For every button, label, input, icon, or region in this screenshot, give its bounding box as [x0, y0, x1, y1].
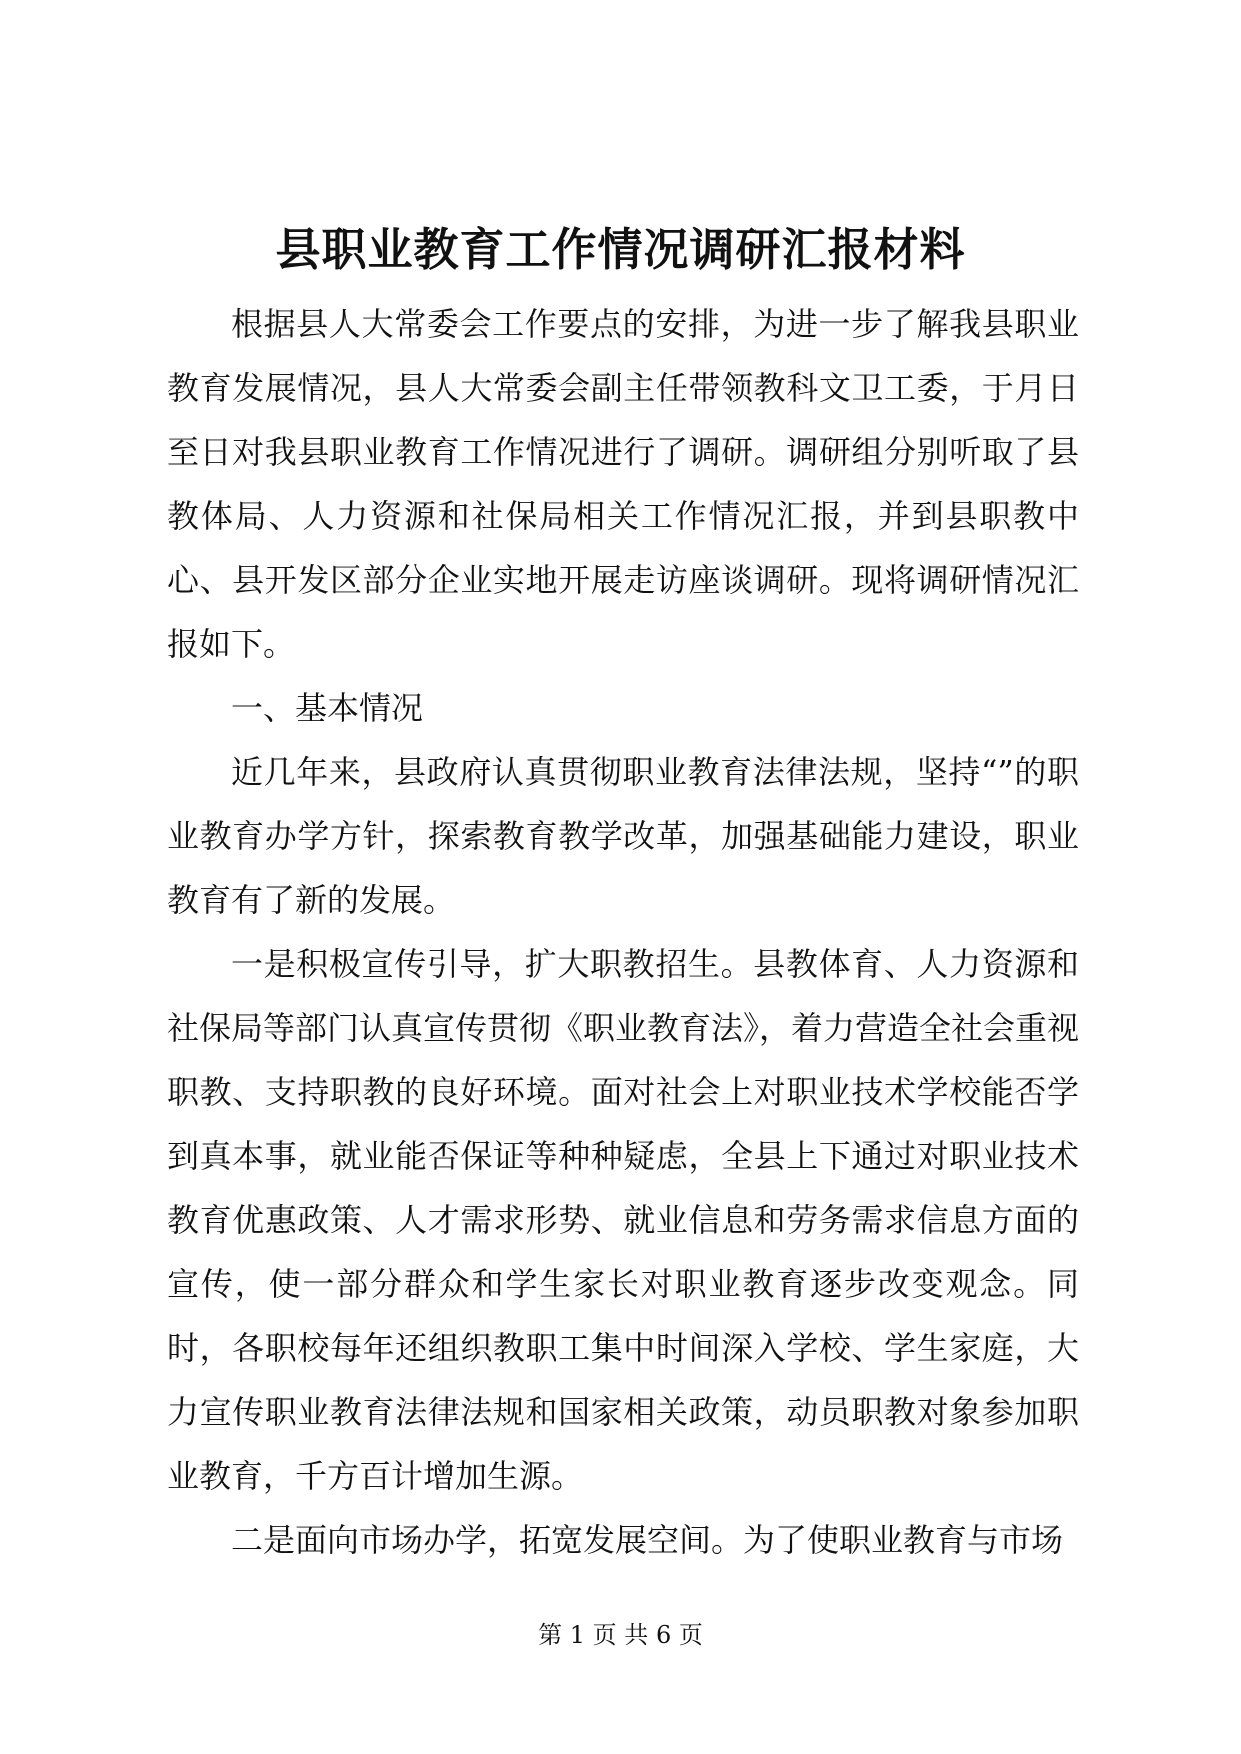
document-body	[167, 292, 1079, 1572]
paragraph-point-two: 二是面向市场办学，拓宽发展空间。为了使职业教育与市场	[231, 1521, 1064, 1559]
paragraph-point-one: 一是积极宣传引导，扩大职教招生。县教体育、人力资源和社保局等部门认真宣传贯彻《职业教育法》，着力营造全社会重视职教、支持职教的良好环境。面对社会上对职业技术学校能否学到真本事，就业能否保证等种种疑虑，全县上下通过对职业技术教育优惠政策、人才需求形势、就业信息和劳务需求信息方面的宣传，使一部分群众和学生家长对职业教育逐步改变观念。同时，各职校每年还组织教职工集中时间深入学校、学生家庭，大力宣传职业教育法律法规和国家相关政策，动员职教对象参加职业教育，千方百计增加生源。	[167, 945, 1080, 1495]
paragraph-intro: 根据县人大常委会工作要点的安排，为进一步了解我县职业教育发展情况，县人大常委会副主任带领教科文卫工委，于月日至日对我县职业教育工作情况进行了调研。调研组分别听取了县教体局、人力资源和社保局相关工作情况汇报，并到县职教中心、县开发区部分企业实地开展走访座谈调研。现将调研情况汇报如下。	[167, 305, 1079, 663]
section-heading: 一、基本情况	[231, 689, 424, 727]
document-title: 县职业教育工作情况调研汇报材料	[275, 223, 966, 276]
paragraph-overview: 近几年来，县政府认真贯彻职业教育法律法规，坚持“”的职业教育办学方针，探索教育教学改革，加强基础能力建设，职业教育有了新的发展。	[167, 753, 1079, 919]
page-number-footer: 第 1 页 共 6 页	[538, 1621, 703, 1649]
